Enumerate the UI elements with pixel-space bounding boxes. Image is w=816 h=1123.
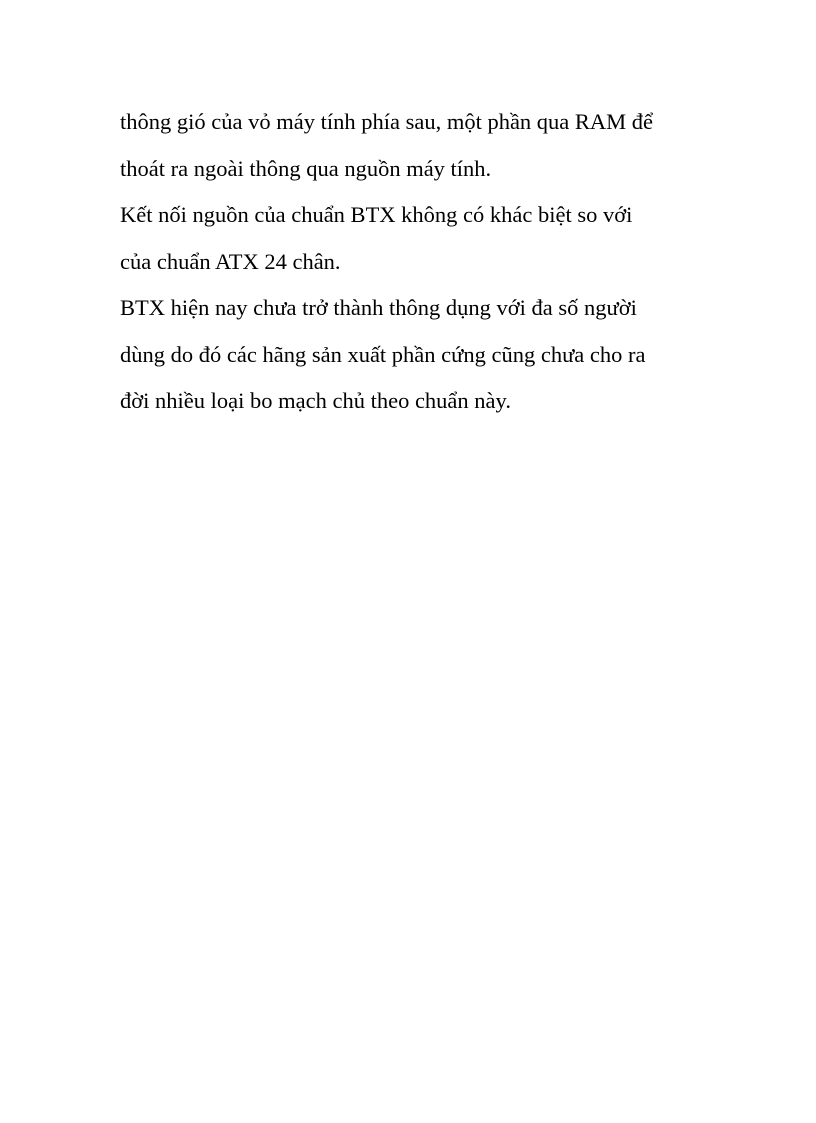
text-line: BTX hiện nay chưa trở thành thông dụng với đa số người: [120, 295, 637, 320]
body-text: [120, 102, 720, 428]
text-line: thông gió của vỏ máy tính phía sau, một phần qua RAM để: [120, 109, 654, 134]
text-line: thoát ra ngoài thông qua nguồn máy tính.: [120, 155, 492, 181]
text-line: đời nhiều loại bo mạch chủ theo chuẩn này.: [120, 388, 511, 413]
text-line: dùng do đó các hãng sản xuất phần cứng cũng chưa cho ra: [120, 341, 646, 367]
text-line: Kết nối nguồn của chuẩn BTX không có khác biệt so với: [120, 202, 633, 227]
text-line: của chuẩn ATX 24 chân.: [120, 248, 341, 274]
